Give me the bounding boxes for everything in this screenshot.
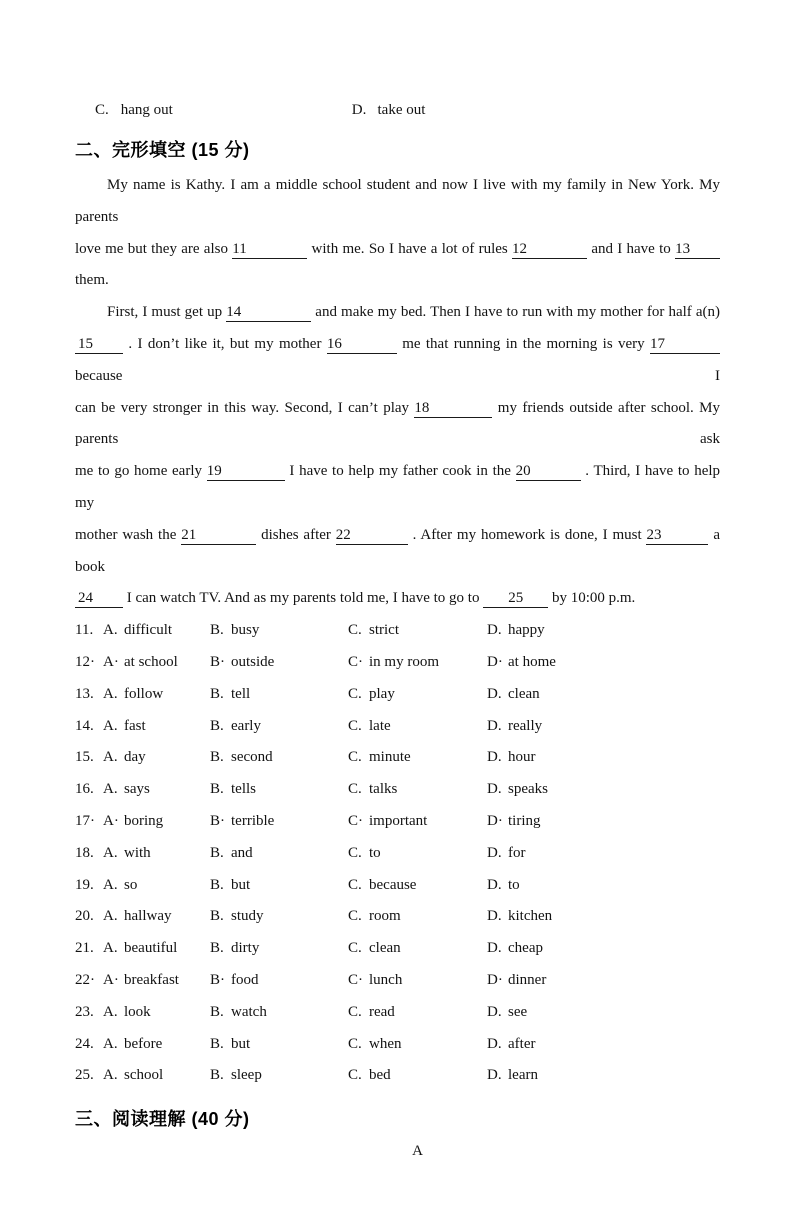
option-cell-d [487, 838, 720, 870]
option-letter: C· [348, 653, 363, 670]
cloze-text: because I [75, 367, 720, 384]
document-page [0, 100, 793, 1222]
option-cell-b [210, 870, 348, 902]
option-cell-b [210, 933, 348, 965]
option-letter: A. [103, 1035, 118, 1052]
option-row-14 [75, 711, 720, 743]
option-text: clean [369, 940, 401, 957]
cloze-text: . After my homework is done, I must [412, 526, 642, 543]
question-number: 20. [75, 908, 94, 925]
option-row-22 [75, 965, 720, 997]
option-letter: B. [210, 876, 224, 893]
cloze-text: mother wash the [75, 526, 177, 543]
option-text: tells [231, 781, 256, 798]
option-cell-b [210, 838, 348, 870]
option-letter: D. [487, 781, 502, 798]
option-text: play [369, 685, 395, 702]
cloze-blank-15: 15 [75, 335, 123, 354]
option-letter: D. [487, 1035, 502, 1052]
option-cell-a [103, 1060, 210, 1092]
option-text: but [231, 1035, 251, 1052]
option-text: look [124, 1003, 151, 1020]
option-cell-d [487, 965, 720, 997]
option-cell-b [210, 615, 348, 647]
option-letter: C. [348, 908, 362, 925]
option-letter: B. [210, 1035, 224, 1052]
option-letter: B· [210, 812, 225, 829]
option-cell-a [103, 965, 210, 997]
option-letter: A. [103, 844, 118, 861]
option-cell-b [210, 774, 348, 806]
option-cell-d [487, 742, 720, 774]
option-cell-c [348, 933, 487, 965]
option-letter: D. [487, 844, 502, 861]
option-cell-c [348, 742, 487, 774]
option-text: day [124, 749, 146, 766]
option-letter: B. [210, 844, 224, 861]
option-letter: A. [103, 622, 118, 639]
option-cell-b [210, 679, 348, 711]
option-cell-c [348, 711, 487, 743]
option-text: learn [508, 1067, 538, 1084]
question-number: 12· [75, 653, 95, 670]
option-row-21 [75, 933, 720, 965]
option-letter: A. [103, 908, 118, 925]
option-cell-c [348, 615, 487, 647]
cloze-text: and I have to [591, 240, 671, 257]
option-text: take out [377, 102, 426, 118]
option-text: follow [124, 685, 164, 702]
option-text: lunch [369, 971, 403, 988]
option-letter: B. [210, 1003, 224, 1020]
option-cell-b [210, 901, 348, 933]
option-text: and [231, 844, 253, 861]
option-letter: B· [210, 653, 225, 670]
options-table [75, 615, 720, 1092]
option-letter: C. [348, 1067, 362, 1084]
option-letter: D· [487, 653, 503, 670]
option-cell-d [487, 933, 720, 965]
cloze-line [75, 297, 720, 329]
option-text: difficult [124, 622, 173, 639]
option-cell-c [348, 806, 487, 838]
cloze-text: a book [75, 526, 721, 575]
option-text: fast [124, 717, 146, 734]
cloze-passage [75, 170, 720, 615]
option-letter: D. [487, 685, 502, 702]
question-number: 17· [75, 812, 95, 829]
option-text: early [231, 717, 261, 734]
option-text: boring [124, 812, 164, 829]
option-row-19 [75, 870, 720, 902]
option-text: when [369, 1035, 402, 1052]
option-text: watch [231, 1003, 267, 1020]
question-number: 18. [75, 844, 94, 861]
option-letter: D. [487, 876, 502, 893]
option-letter: C. [348, 781, 362, 798]
question-number: 23. [75, 1003, 94, 1020]
option-text: says [124, 781, 150, 798]
option-text: cheap [508, 940, 543, 957]
option-cell-d [487, 901, 720, 933]
option-text: happy [508, 622, 545, 639]
option-row-17 [75, 806, 720, 838]
option-letter: D. [487, 1067, 502, 1084]
option-row-16 [75, 774, 720, 806]
option-text: terrible [231, 812, 275, 829]
option-text: for [508, 844, 526, 861]
option-text: in my room [369, 653, 439, 670]
option-cell-c [348, 838, 487, 870]
cloze-line [75, 583, 720, 615]
option-text: tiring [508, 812, 541, 829]
option-text: hallway [124, 908, 172, 925]
option-cell-d [487, 615, 720, 647]
option-text: strict [369, 622, 399, 639]
section-heading-reading: 三、阅读理解 (40 分) [75, 1109, 250, 1130]
option-cell-b [210, 1060, 348, 1092]
option-cell-a [103, 870, 210, 902]
option-letter: C. [95, 102, 109, 118]
option-letter: A. [103, 685, 118, 702]
option-letter: C. [348, 940, 362, 957]
question-number: 25. [75, 1067, 94, 1084]
option-text: bed [369, 1067, 391, 1084]
option-row-20 [75, 901, 720, 933]
option-letter: C. [348, 876, 362, 893]
option-text: breakfast [124, 971, 179, 988]
page-content [0, 100, 793, 1168]
option-text: study [231, 908, 264, 925]
question-number: 14. [75, 717, 94, 734]
question-number: 24. [75, 1035, 94, 1052]
option-cell-d [487, 997, 720, 1029]
option-text: to [369, 844, 381, 861]
option-cell-a [103, 838, 210, 870]
option-text: minute [369, 749, 411, 766]
option-letter: D. [487, 622, 502, 639]
option-letter: C. [348, 844, 362, 861]
option-cell-c [348, 901, 487, 933]
option-text: really [508, 717, 543, 734]
option-row-24 [75, 1029, 720, 1061]
option-cell-c [348, 1029, 487, 1061]
cloze-line [75, 170, 720, 234]
option-letter: B. [210, 717, 224, 734]
cloze-text: by 10:00 p.m. [551, 590, 636, 607]
option-letter: D. [487, 908, 502, 925]
option-letter: A· [103, 653, 119, 670]
question-number: 19. [75, 876, 94, 893]
cloze-blank-19: 19 [207, 462, 285, 481]
option-cell-a [103, 774, 210, 806]
option-cell-d [487, 1060, 720, 1092]
cloze-text: me to go home early [75, 463, 203, 480]
option-cell-a [103, 615, 210, 647]
option-text: clean [508, 685, 540, 702]
option-text: but [231, 876, 251, 893]
option-cell-a [103, 933, 210, 965]
option-letter: C. [348, 622, 362, 639]
option-text: speaks [508, 781, 548, 798]
option-cell-d [487, 870, 720, 902]
option-text: dirty [231, 940, 260, 957]
cloze-text: . Third, I have to help my [75, 463, 721, 511]
option-letter: D· [487, 812, 503, 829]
cloze-text: them. [75, 272, 109, 289]
option-cell-a [103, 711, 210, 743]
option-cell-c [348, 1060, 487, 1092]
cloze-blank-25: 25 [483, 589, 548, 608]
option-cell-a [103, 742, 210, 774]
option-letter: C. [348, 685, 362, 702]
question-10-options [75, 100, 720, 120]
option-letter: C. [348, 1035, 362, 1052]
option-text: school [124, 1067, 164, 1084]
option-text: second [231, 749, 273, 766]
option-text: food [231, 971, 259, 988]
cloze-blank-13: 13 [675, 240, 720, 259]
cloze-line [75, 520, 720, 584]
option-cell-d [487, 679, 720, 711]
option-cell-d [487, 1029, 720, 1061]
option-cell-a [103, 647, 210, 679]
option-letter: B. [210, 749, 224, 766]
option-cell-c [348, 647, 487, 679]
cloze-text: can be very stronger in this way. Second, I can’t play [75, 399, 410, 416]
cloze-text: my friends outside after school. My parents ask [75, 399, 721, 448]
option-row-15 [75, 742, 720, 774]
option-letter: B. [210, 1067, 224, 1084]
option-text: so [124, 876, 138, 893]
question-number: 15. [75, 749, 94, 766]
option-letter: C. [348, 749, 362, 766]
option-text: kitchen [508, 908, 553, 925]
cloze-line [75, 456, 720, 520]
option-d [352, 100, 426, 120]
option-text: beautiful [124, 940, 178, 957]
option-cell-b [210, 806, 348, 838]
option-letter: A. [103, 749, 118, 766]
cloze-blank-20: 20 [516, 462, 581, 481]
option-cell-c [348, 679, 487, 711]
option-text: room [369, 908, 401, 925]
cloze-line [75, 393, 720, 457]
option-text: important [369, 812, 428, 829]
cloze-text: and make my bed. Then I have to run with my mother for half a(n) [315, 304, 720, 321]
option-text: at home [508, 653, 556, 670]
option-text: busy [231, 622, 260, 639]
option-letter: D. [487, 749, 502, 766]
cloze-blank-18: 18 [414, 399, 492, 418]
option-cell-b [210, 711, 348, 743]
cloze-blank-12: 12 [512, 240, 587, 259]
option-text: at school [124, 653, 178, 670]
cloze-text: First, I must get up [107, 304, 223, 321]
cloze-text: dishes after [261, 526, 331, 543]
option-cell-b [210, 647, 348, 679]
option-text: dinner [508, 971, 547, 988]
option-c [95, 100, 348, 120]
option-cell-d [487, 647, 720, 679]
option-letter: A. [103, 781, 118, 798]
section-heading-cloze: 二、完形填空 (15 分) [75, 140, 250, 160]
option-row-23 [75, 997, 720, 1029]
cloze-blank-23: 23 [646, 526, 708, 545]
option-cell-a [103, 806, 210, 838]
option-cell-b [210, 742, 348, 774]
option-row-18 [75, 838, 720, 870]
cloze-blank-14: 14 [226, 303, 311, 322]
cloze-text: love me but they are also [75, 240, 228, 257]
cloze-blank-11: 11 [232, 240, 307, 259]
option-cell-d [487, 711, 720, 743]
option-cell-c [348, 997, 487, 1029]
passage-label: A [412, 1143, 423, 1160]
option-cell-b [210, 1029, 348, 1061]
option-letter: D· [487, 971, 503, 988]
cloze-blank-24: 24 [75, 589, 123, 608]
option-text: because [369, 876, 417, 893]
option-cell-b [210, 965, 348, 997]
option-letter: B. [210, 781, 224, 798]
cloze-text: I can watch TV. And as my parents told me, I have to go to [126, 590, 480, 607]
option-letter: B· [210, 971, 225, 988]
cloze-line [75, 234, 720, 266]
cloze-blank-22: 22 [336, 526, 408, 545]
option-cell-a [103, 901, 210, 933]
cloze-text: with me. So I have a lot of rules [311, 240, 508, 257]
cloze-line [75, 329, 720, 393]
cloze-text: . I don’t like it, but my mother [128, 335, 322, 352]
option-cell-a [103, 679, 210, 711]
option-cell-d [487, 806, 720, 838]
option-cell-d [487, 774, 720, 806]
cloze-blank-16: 16 [327, 335, 397, 354]
option-cell-b [210, 997, 348, 1029]
option-letter: A· [103, 971, 119, 988]
option-text: read [369, 1003, 395, 1020]
cloze-blank-17: 17 [650, 335, 720, 354]
cloze-text: My name is Kathy. I am a middle school student and now I live with my family in New York. My parents [75, 177, 720, 225]
option-letter: B. [210, 622, 224, 639]
option-letter: B. [210, 685, 224, 702]
option-text: tell [231, 685, 251, 702]
cloze-blank-21: 21 [181, 526, 256, 545]
option-letter: A. [103, 940, 118, 957]
option-cell-a [103, 997, 210, 1029]
cloze-text: I have to help my father cook in the [289, 463, 511, 480]
option-row-11 [75, 615, 720, 647]
option-letter: C· [348, 971, 363, 988]
cloze-line [75, 265, 720, 297]
option-text: with [124, 844, 151, 861]
option-letter: B. [210, 940, 224, 957]
option-letter: C. [348, 717, 362, 734]
option-text: see [508, 1003, 528, 1020]
option-text: sleep [231, 1067, 262, 1084]
option-text: hour [508, 749, 536, 766]
option-text: before [124, 1035, 163, 1052]
option-letter: C. [348, 1003, 362, 1020]
option-letter: A· [103, 812, 119, 829]
option-letter: B. [210, 908, 224, 925]
option-letter: D. [351, 102, 367, 118]
option-cell-a [103, 1029, 210, 1061]
option-row-12 [75, 647, 720, 679]
option-row-13 [75, 679, 720, 711]
option-letter: A. [103, 1003, 118, 1020]
option-cell-c [348, 774, 487, 806]
option-text: outside [231, 653, 275, 670]
option-text: late [369, 717, 391, 734]
option-row-25 [75, 1060, 720, 1092]
option-letter: C· [348, 812, 363, 829]
option-letter: D. [487, 940, 502, 957]
option-letter: D. [487, 717, 502, 734]
option-text: after [508, 1035, 536, 1052]
option-letter: A. [103, 876, 118, 893]
option-letter: A. [103, 717, 118, 734]
option-letter: A. [103, 1067, 118, 1084]
option-text: hang out [120, 102, 173, 118]
question-number: 16. [75, 781, 94, 798]
option-letter: D. [487, 1003, 502, 1020]
cloze-text: me that running in the morning is very [402, 335, 645, 352]
option-text: to [508, 876, 520, 893]
option-text: talks [369, 781, 398, 798]
option-cell-c [348, 870, 487, 902]
question-number: 21. [75, 940, 94, 957]
question-number: 22· [75, 971, 95, 988]
question-number: 13. [75, 685, 94, 702]
option-cell-c [348, 965, 487, 997]
question-number: 11. [75, 622, 94, 639]
